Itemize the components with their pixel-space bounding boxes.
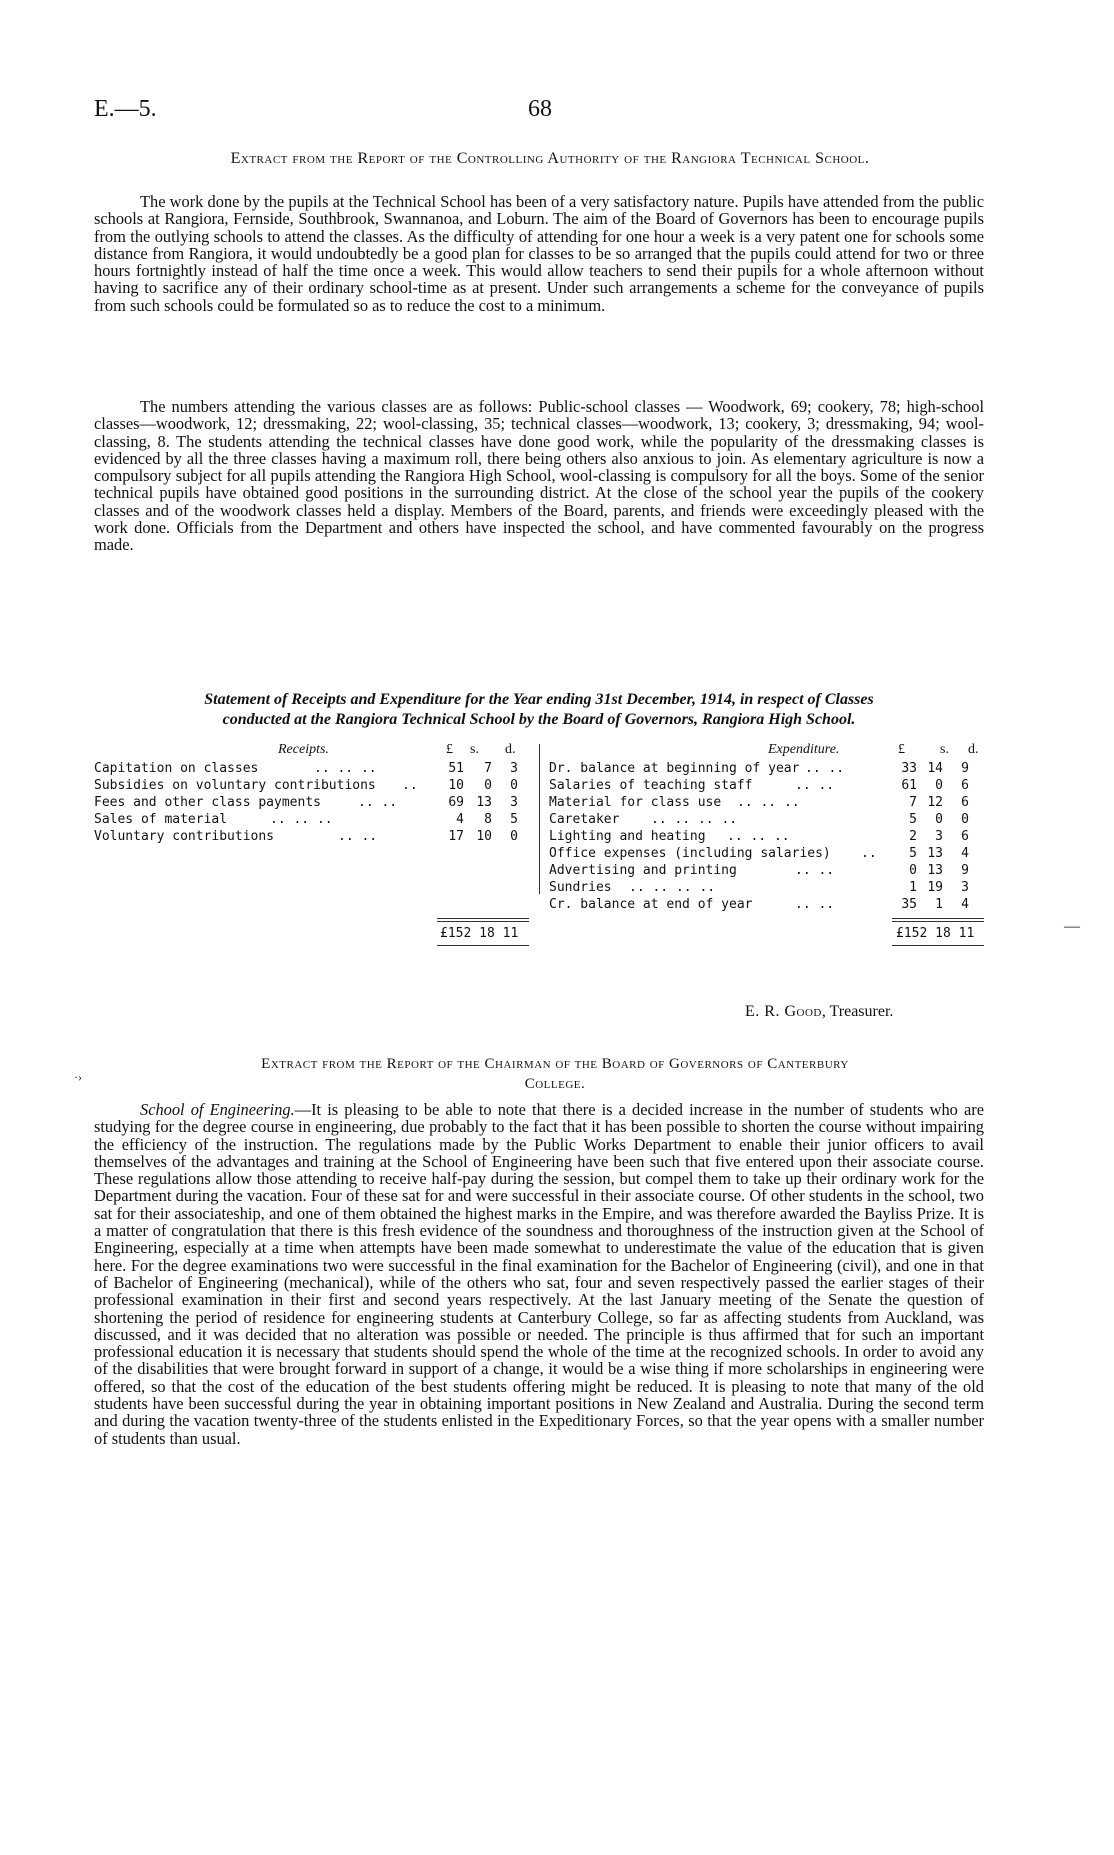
expenditure-pounds-header: £ [898, 742, 905, 757]
expenditure-pounds: 1 [909, 880, 917, 895]
expenditure-shillings: 12 [927, 795, 943, 810]
receipt-label: Sales of material [94, 812, 228, 827]
leader-dots: .. .. [795, 778, 835, 793]
expenditure-header: Expenditure. [768, 742, 840, 757]
table-row [549, 777, 989, 794]
expenditure-shillings: 3 [935, 829, 943, 844]
section-heading-rangiora: Extract from the Report of the Controlling Authority of the Rangiora Technical School. [230, 150, 870, 167]
table-row [549, 828, 989, 845]
leader-dots: .. .. .. [314, 761, 377, 776]
receipt-shillings: 0 [484, 778, 492, 793]
expenditure-pounds: 5 [909, 846, 917, 861]
receipt-shillings: 7 [484, 761, 492, 776]
expenditure-label: Office expenses (including salaries) [549, 846, 831, 861]
expenditure-pounds: 35 [901, 897, 917, 912]
leader-dots: .. .. [795, 863, 835, 878]
leader-dots: .. .. [795, 897, 835, 912]
table-row [549, 879, 989, 896]
receipts-total-rule [437, 921, 529, 922]
receipt-pounds: 51 [448, 761, 464, 776]
table-row [94, 777, 534, 794]
expenditure-label: Dr. balance at beginning of year [549, 761, 800, 776]
receipt-label: Capitation on classes [94, 761, 259, 776]
expenditure-pounds: 7 [909, 795, 917, 810]
receipt-shillings: 10 [476, 829, 492, 844]
leader-dots: .. [402, 778, 418, 793]
expenditure-label: Sundries [549, 880, 612, 895]
receipt-shillings: 8 [484, 812, 492, 827]
column-divider [539, 744, 540, 894]
receipts-shillings-header: s. [470, 742, 479, 757]
leader-dots: .. .. .. [270, 812, 333, 827]
expenditure-pence: 6 [961, 778, 969, 793]
receipts-header: Receipts. [278, 742, 329, 757]
table-row [549, 794, 989, 811]
expenditure-pence: 4 [961, 846, 969, 861]
statement-title-line-1: Statement of Receipts and Expenditure for the Year ending 31st December, 1914, in respect of Classes [204, 691, 874, 708]
statement-title [94, 690, 984, 730]
receipt-pence: 0 [510, 829, 518, 844]
expenditure-pence: 6 [961, 795, 969, 810]
expenditure-pounds: 2 [909, 829, 917, 844]
section-heading-line-2: College. [524, 1076, 586, 1092]
expenditure-label: Lighting and heating [549, 829, 706, 844]
receipt-label: Fees and other class payments [94, 795, 321, 810]
expenditure-total-rule [892, 945, 984, 946]
leader-dots: .. .. .. .. [651, 812, 738, 827]
leader-dots: .. .. [358, 795, 398, 810]
expenditure-pence: 9 [961, 863, 969, 878]
expenditure-total-rule [892, 921, 984, 922]
receipts-total-rule [437, 918, 529, 919]
paragraph-lead: School of Engineering. [140, 1100, 295, 1119]
receipt-pounds: 4 [456, 812, 464, 827]
section-heading-canterbury [110, 1054, 1000, 1094]
treasurer-signature [745, 1003, 893, 1021]
page-reference: E.—5. [94, 96, 157, 122]
receipt-pounds: 69 [448, 795, 464, 810]
paragraph-engineering [94, 1101, 984, 1447]
table-row [94, 760, 534, 777]
table-row [549, 896, 989, 913]
expenditure-shillings: 19 [927, 880, 943, 895]
expenditure-total-rule [892, 918, 984, 919]
paragraph-rangiora-1: The work done by the pupils at the Technical School has been of a very satisfactory nature. Pupils have attended from the public schools at Rangiora, Fernside, Southbrook, Swannanoa, and Loburn. The aim of the Board of Governors has been to encourage pupils from the outlying schools to attend the classes. As the difficulty of attending for one hour a week is a very patent one for schools some distance from Rangiora, it would undoubtedly be a good plan for classes to be so arranged that the pupils could attend for two or three hours fortnightly instead of half the time once a week. This would allow teachers to send their pupils for a whole afternoon without having to sacrifice any of their ordinary school-time as at present. Under such arrangements a scheme for the conveyance of pupils from such schools could be formulated so as to reduce the cost to a minimum. [94, 192, 984, 315]
expenditure-pounds: 5 [909, 812, 917, 827]
table-row [549, 760, 989, 777]
expenditure-pence-header: d. [968, 742, 979, 757]
expenditure-pence: 9 [961, 761, 969, 776]
expenditure-label: Material for class use [549, 795, 722, 810]
leader-dots: .. .. [338, 829, 378, 844]
expenditure-shillings: 13 [927, 863, 943, 878]
expenditure-pounds: 61 [901, 778, 917, 793]
expenditure-total: £152 18 11 [896, 926, 975, 941]
receipt-shillings: 13 [476, 795, 492, 810]
expenditure-pounds: 0 [909, 863, 917, 878]
receipts-pounds-header: £ [446, 742, 453, 757]
section-heading-line-1: Extract from the Report of the Chairman of the Board of Governors of Canterbury [261, 1056, 849, 1072]
expenditure-label: Salaries of teaching staff [549, 778, 753, 793]
expenditure-pence: 6 [961, 829, 969, 844]
table-row [94, 811, 534, 828]
expenditure-pence: 4 [961, 897, 969, 912]
statement-title-line-2: conducted at the Rangiora Technical School by the Board of Governors, Rangiora High School. [222, 711, 856, 728]
leader-dots: .. [861, 846, 877, 861]
paragraph-rangiora-2: The numbers attending the various classes are as follows: Public-school classes — Woodwork, 69; cookery, 78; high-school classes—woodwork, 12; dressmaking, 22; wool-classing, 35; technical classes—woodwork, 13; cookery, 3; dressmaking, 94; wool-classing, 8. The students attending the technical classes have done good work, while the popularity of the dressmaking classes is evidenced by all the three classes having a maximum roll, there being others also anxious to join. As elementary agriculture is now a compulsory subject for all pupils attending the Rangiora High School, wool-classing is compulsory for all the boys. Some of the senior technical pupils have obtained good positions in the surrounding district. At the close of the school year the pupils of the cookery classes and of the woodwork classes held a display. Members of the Board, parents, and friends were exceedingly pleased with the work done. Officials from the Department and others have inspected the school, and have commented favourably on the progress made. [94, 397, 984, 555]
receipt-label: Subsidies on voluntary contributions [94, 778, 376, 793]
expenditure-shillings: 1 [935, 897, 943, 912]
receipt-pence: 5 [510, 812, 518, 827]
receipts-pence-header: d. [505, 742, 516, 757]
expenditure-pounds: 33 [901, 761, 917, 776]
paragraph-body: —It is pleasing to be able to note that there is a decided increase in the number of students who are studying for the degree course in engineering, due probably to the fact that it has been possible to shorten the course without impairing the efficiency of the instruction. The regulations made by the Public Works Department to enable their junior officers to avail themselves of the advantages and training at the School of Engineering have been such that five entered upon their associate course. These regulations allow those attending to receive half-pay during the session, but compel them to take up their ordinary work for the Department during the vacation. Four of these sat for and were successful in their associate course. Of other students in the school, two sat for their associateship, and one of them obtained the highest marks in the Empire, and was therefore awarded the Bayliss Prize. It is a matter of congratulation that there is this fresh evidence of the soundness and thoroughness of the instruction given at the School of Engineering, especially at a time when attempts have been made somewhat to underestimate the value of the education that is given here. For the degree examinations two were successful in the final examination for the Bachelor of Engineering (civil), and one in that of Bachelor of Engineering (mechanical), while of the others who sat, four and seven respectively passed the earlier stages of their professional examination in their first and second years respectively. At the last January meeting of the Senate the question of shortening the period of residence for engineering students at Canterbury College, so far as affecting students from Auckland, was discussed, and it was decided that no alteration was possible or needed. The principle is thus affirmed that for such an important professional education it is necessary that students should spend the whole of the time at the recognized schools. In order to avoid any of the disabilities that were brought forward in support of a change, it would be a wise thing if more scholarships in engineering were offered, so that the cost of the education of the best students offering might be reduced. It is pleasing to note that many of the old students have been successful during the year in obtaining important positions in New Zealand and Australia. During the second term and during the vacation twenty-three of the students enlisted in the Expeditionary Forces, so that the year opens with a smaller number of students than usual. [94, 1100, 984, 1448]
receipt-pence: 3 [510, 795, 518, 810]
receipts-total: £152 18 11 [440, 926, 519, 941]
expenditure-shillings: 0 [935, 778, 943, 793]
expenditure-label: Caretaker [549, 812, 620, 827]
expenditure-shillings: 14 [927, 761, 943, 776]
table-row [94, 794, 534, 811]
margin-mark: ·› [74, 1070, 82, 1084]
treasurer-name: E. R. Good [745, 1003, 822, 1020]
expenditure-shillings-header: s. [940, 742, 949, 757]
table-row [549, 845, 989, 862]
expenditure-pence: 3 [961, 880, 969, 895]
receipt-pounds: 10 [448, 778, 464, 793]
expenditure-pence: 0 [961, 812, 969, 827]
table-row [549, 811, 989, 828]
table-row [94, 828, 534, 845]
expenditure-label: Cr. balance at end of year [549, 897, 753, 912]
page-number: 68 [528, 96, 552, 122]
leader-dots: .. .. .. [727, 829, 790, 844]
receipt-pence: 0 [510, 778, 518, 793]
expenditure-shillings: 0 [935, 812, 943, 827]
receipt-label: Voluntary contributions [94, 829, 275, 844]
receipt-pence: 3 [510, 761, 518, 776]
margin-dash: — [1064, 918, 1080, 935]
expenditure-shillings: 13 [927, 846, 943, 861]
leader-dots: .. .. .. [737, 795, 800, 810]
treasurer-title: , Treasurer. [821, 1003, 894, 1020]
table-row [549, 862, 989, 879]
receipts-total-rule [437, 945, 529, 946]
receipt-pounds: 17 [448, 829, 464, 844]
leader-dots: .. .. .. .. [629, 880, 716, 895]
leader-dots: .. .. [805, 761, 845, 776]
expenditure-label: Advertising and printing [549, 863, 737, 878]
